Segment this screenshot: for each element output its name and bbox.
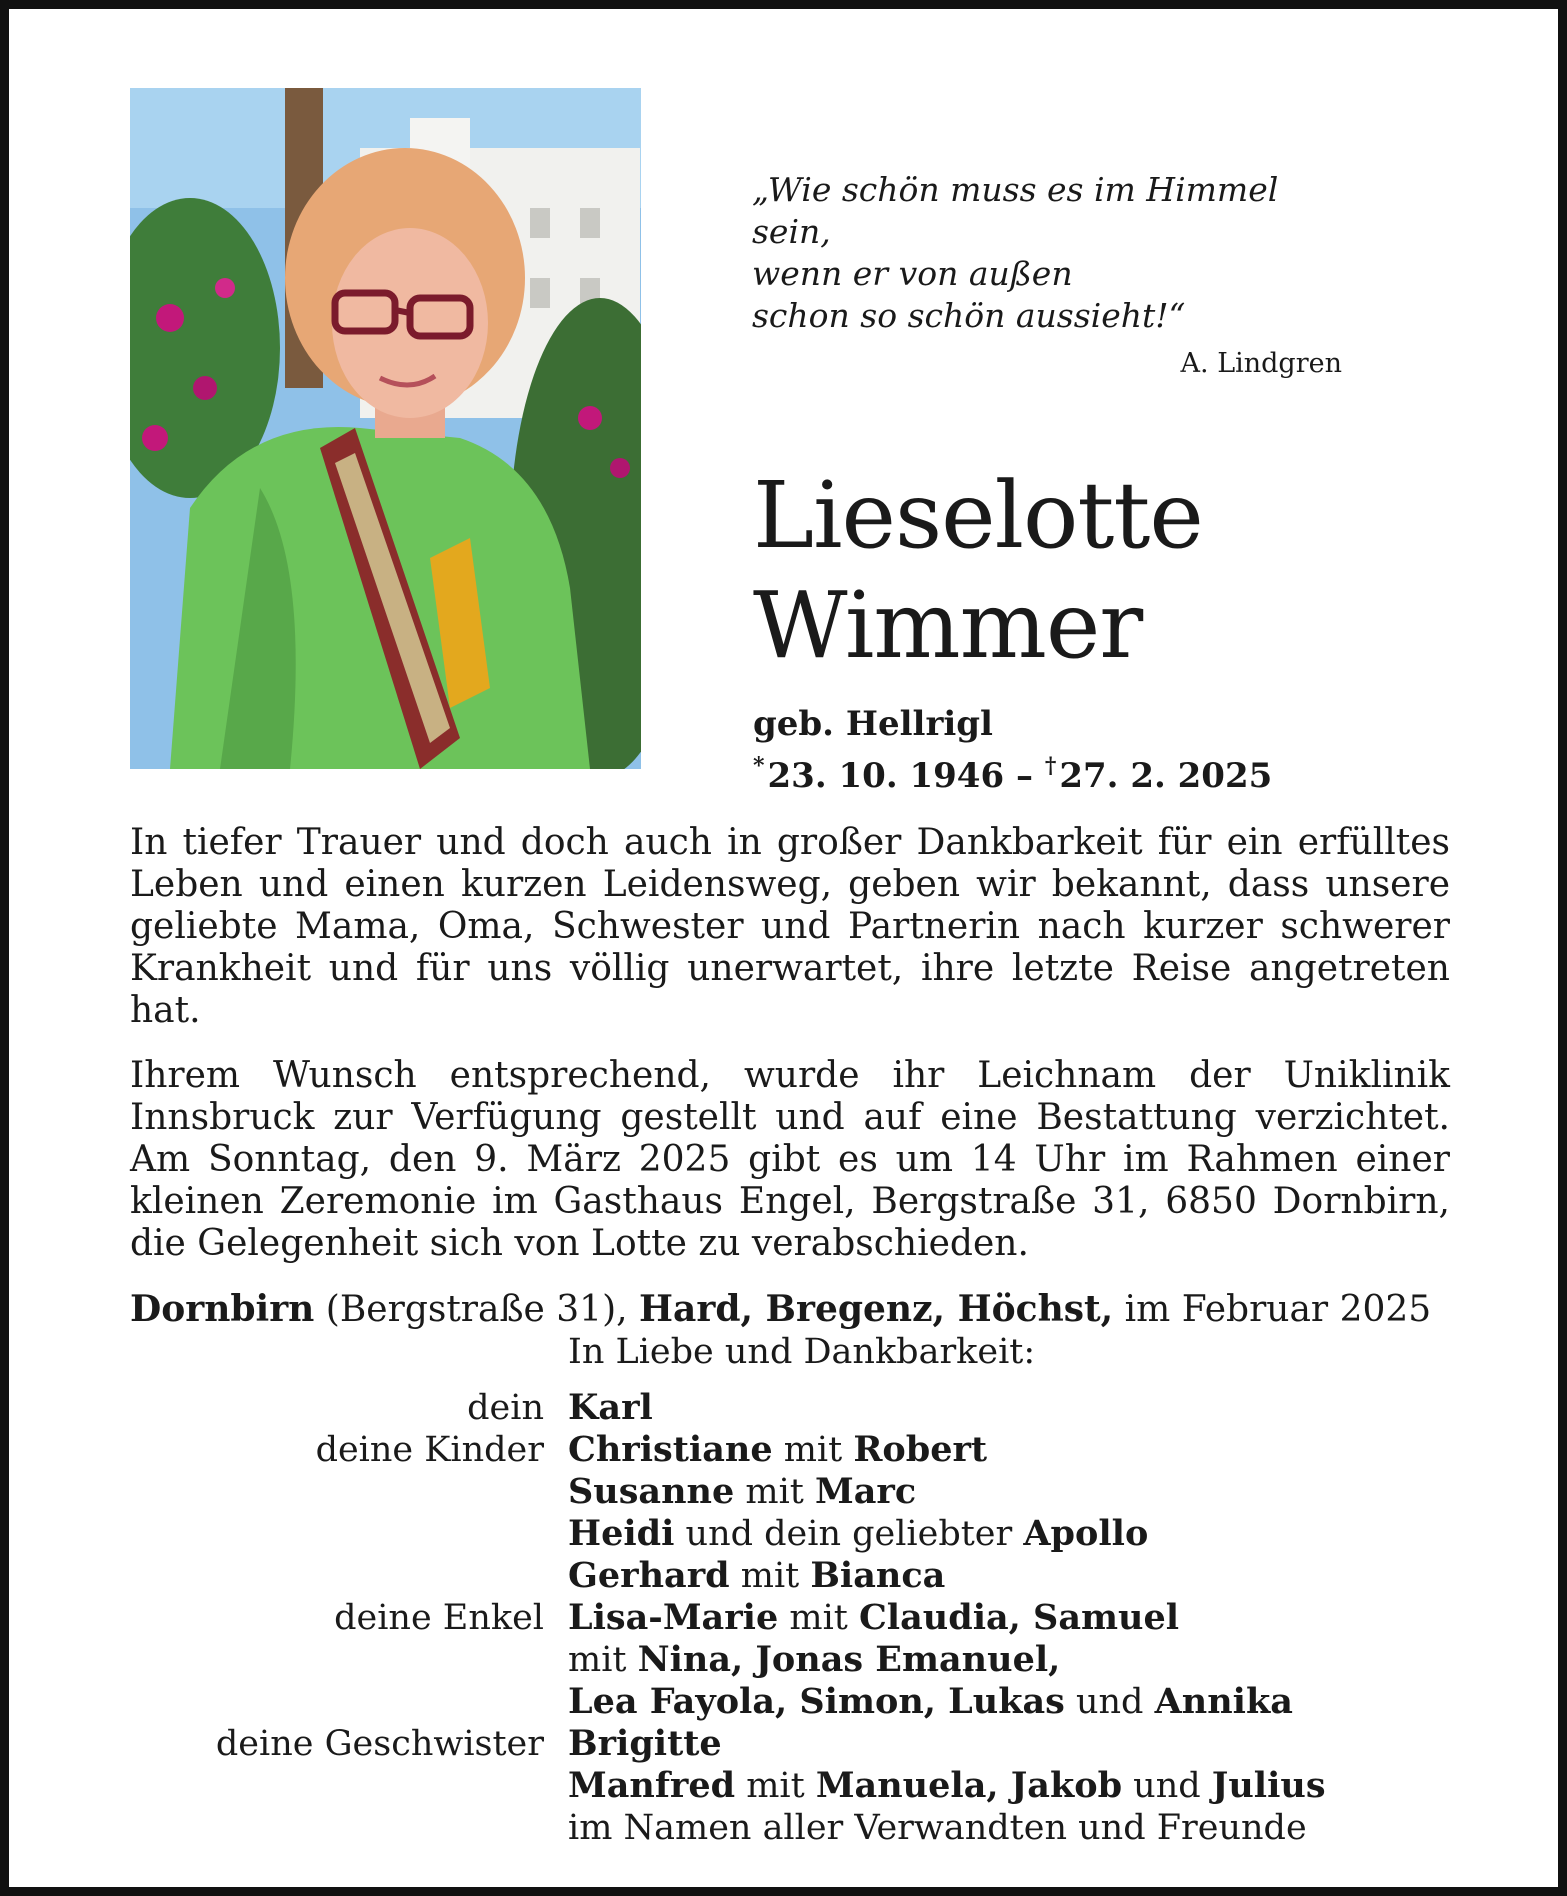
signatures-intro: In Liebe und Dankbarkeit: [568,1332,1036,1372]
word-und-geliebter: und dein geliebter [674,1514,1024,1554]
label-partner: dein [467,1388,544,1428]
name-robert: Robert [853,1429,988,1470]
date-separator: – [1004,756,1045,796]
quote-line-3: schon so schön aussieht!“ [752,296,1186,335]
portrait-photo [130,88,641,769]
last-name: Wimmer [753,572,1143,679]
name-block [753,461,1513,797]
name-lea-simon-lukas: Lea Fayola, Simon, Lukas [568,1681,1065,1722]
name-susanne: Susanne [568,1471,735,1512]
portrait-photo-icon [130,88,641,769]
name-marc: Marc [814,1471,917,1512]
sig-row-grandchildren-3 [130,1681,1450,1723]
sig-row-siblings-2 [130,1765,1450,1807]
first-name: Lieselotte [753,462,1203,569]
place-address: (Bergstraße 31), [314,1289,640,1330]
quote-author: A. Lindgren [1180,348,1342,379]
place-dornbirn: Dornbirn [130,1288,315,1330]
name-brigitte: Brigitte [568,1723,722,1764]
place-month: im Februar 2025 [1113,1289,1432,1330]
name-manuela-jakob: Manuela, Jakob [815,1765,1123,1806]
sig-row-grandchildren-1 [130,1597,1450,1639]
word-mit: mit [729,1556,811,1596]
word-und: und [1064,1682,1155,1722]
name-lisa-marie: Lisa-Marie [568,1597,779,1638]
word-mit: mit [778,1598,859,1638]
name-manfred: Manfred [568,1765,736,1806]
label-siblings: deine Geschwister [215,1724,544,1764]
announcement-paragraph: In tiefer Trauer und doch auch in großer Dankbarkeit für ein erfülltes Leben und einen kurzen Leidensweg, geben wir bekannt, dass unsere geliebte Mama, Oma, Schwester und Partnerin nach kurzer schwerer Krankheit und für uns völlig unerwartet, ihre letzte Reise angetreten hat. [130,822,1450,1031]
word-mit: mit [772,1430,854,1470]
place-towns: Hard, Bregenz, Höchst, [639,1288,1114,1330]
death-symbol: † [1044,753,1057,779]
closing-line: im Namen aller Verwandten und Freunde [568,1808,1307,1848]
quote-line-2: wenn er von außen [752,254,1073,293]
word-mit: mit [735,1766,816,1806]
label-children: deine Kinder [315,1430,544,1470]
sig-row-children-1 [130,1429,1450,1471]
death-date: 27. 2. 2025 [1059,756,1273,796]
word-mit: mit [734,1472,815,1512]
sig-row-siblings-1 [130,1723,1450,1765]
name-karl: Karl [568,1387,653,1428]
word-mit: mit [568,1640,638,1680]
quote-line-1: „Wie schön muss es im Himmel sein, [752,170,1279,251]
name-christiane: Christiane [568,1429,773,1470]
name-nina-jonas: Nina, Jonas Emanuel, [637,1639,1061,1680]
sig-row-children-2 [130,1471,1450,1513]
sig-row-partner [130,1387,1450,1429]
sig-row-children-3 [130,1513,1450,1555]
name-bianca: Bianca [810,1555,946,1596]
quote-block [752,169,1352,385]
name-claudia-samuel: Claudia, Samuel [858,1597,1180,1638]
label-grandchildren: deine Enkel [334,1598,544,1638]
name-annika: Annika [1154,1681,1293,1722]
birth-date: 23. 10. 1946 [767,756,1005,796]
name-julius: Julius [1211,1765,1326,1806]
sig-row-children-4 [130,1555,1450,1597]
ceremony-paragraph: Ihrem Wunsch entsprechend, wurde ihr Leichnam der Uniklinik Innsbruck zur Verfügung gestellt und auf eine Bestattung verzichtet. Am Sonntag, den 9. März 2025 gibt es um 14 Uhr im Rahmen einer kleinen Zeremonie im Gasthaus Engel, Bergstraße 31, 6850 Dornbirn, die Gelegenheit sich von Lotte zu verabschieden. [130,1055,1450,1264]
maiden-name: geb. Hellrigl [753,704,993,744]
sig-row-closing [130,1807,1450,1849]
word-und: und [1122,1766,1212,1806]
body-text [130,822,1450,1354]
place-date-line [130,1288,1450,1331]
signatures [130,1331,1450,1849]
birth-symbol: * [753,753,765,779]
name-heidi: Heidi [568,1513,675,1554]
name-apollo: Apollo [1023,1513,1149,1554]
sig-row-grandchildren-2 [130,1639,1450,1681]
life-dates [753,745,1513,797]
name-gerhard: Gerhard [568,1555,730,1596]
